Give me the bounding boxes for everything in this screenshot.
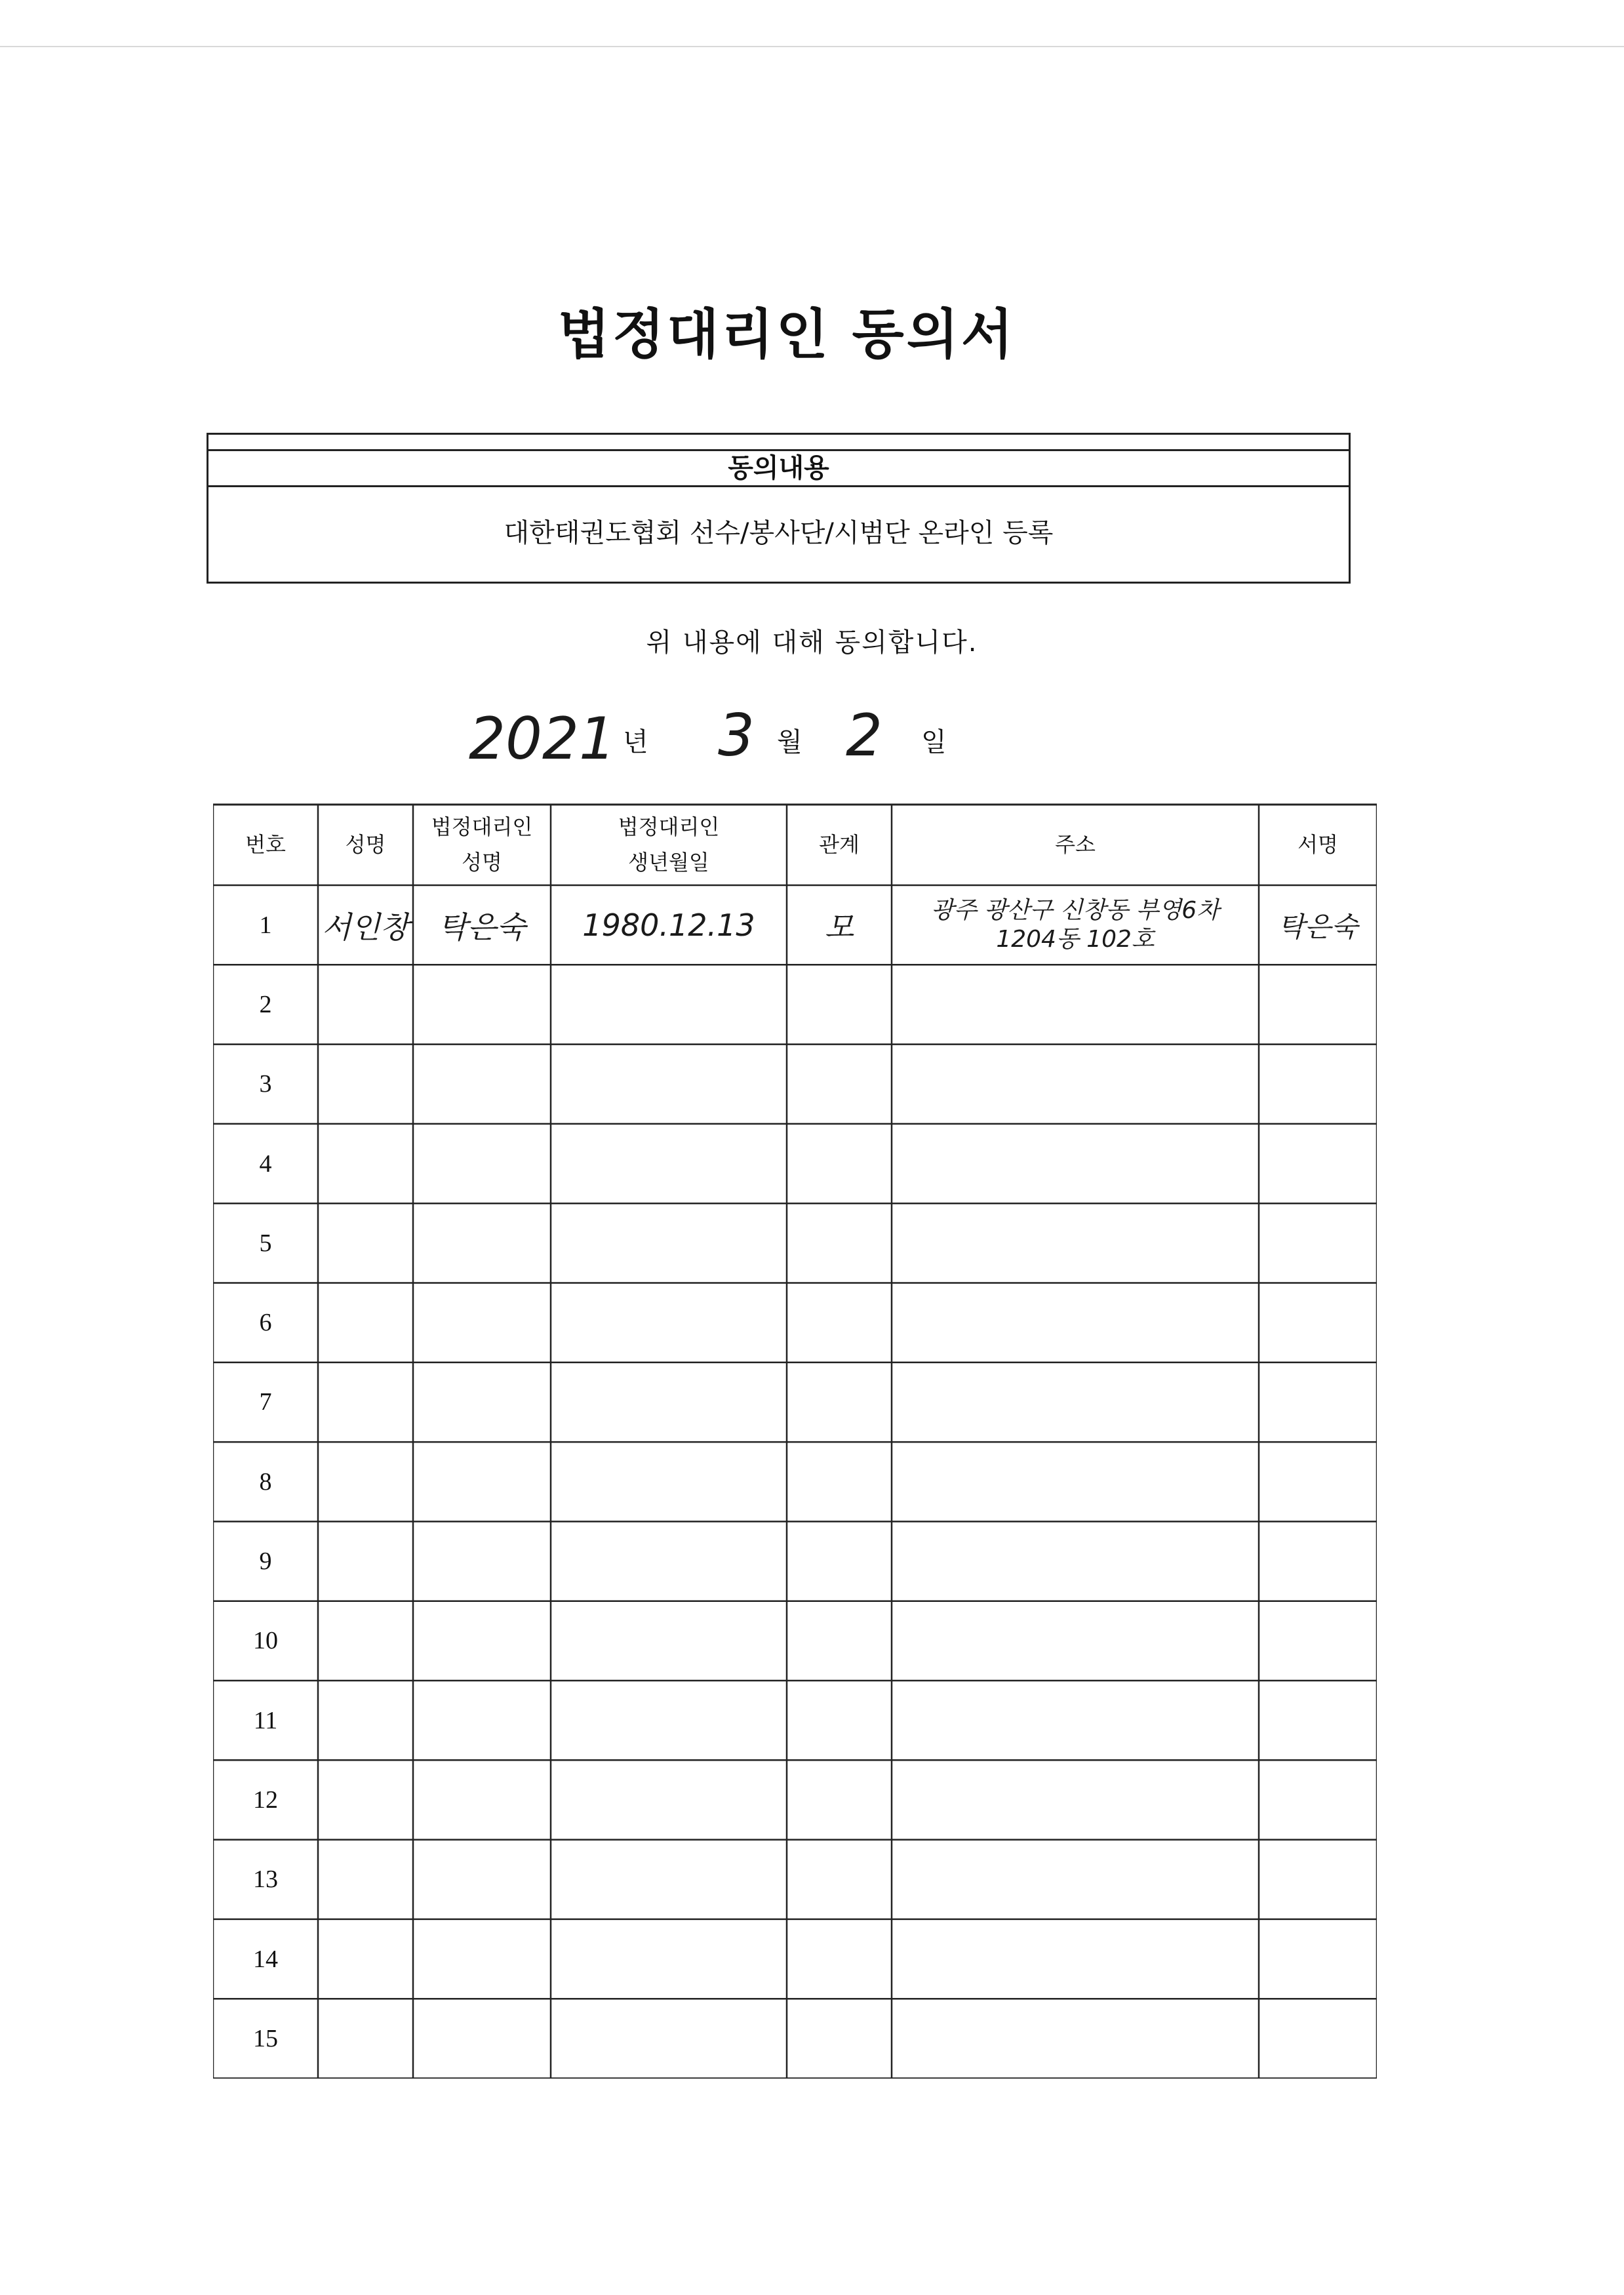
consent-date — [0, 702, 1624, 784]
row-number-value: 7 — [259, 1388, 272, 1416]
handwritten-name: 서인창 — [321, 909, 410, 945]
handwritten-birth-date: 1980.12.13 — [582, 907, 755, 943]
row-number — [213, 1999, 318, 2078]
header-address-label: 주소 — [1055, 831, 1096, 857]
row-address — [892, 885, 1259, 965]
handwritten-address-line2: 1204동 102호 — [996, 925, 1155, 953]
row-number — [213, 1045, 318, 1124]
date-year: 2021 — [469, 705, 616, 772]
handwritten-guardian-name: 탁은숙 — [438, 909, 526, 945]
row-number — [213, 1919, 318, 1999]
row-number — [213, 965, 318, 1044]
header-guardian-birth-line1: 법정대리인 — [618, 814, 720, 839]
row-number — [213, 1601, 318, 1681]
row-number-value: 15 — [253, 2024, 278, 2052]
header-signature-label: 서명 — [1297, 831, 1338, 857]
row-number-value: 2 — [259, 990, 272, 1018]
row-name — [318, 885, 413, 965]
header-number — [213, 803, 318, 885]
handwritten-relation: 모 — [824, 909, 854, 945]
row-number — [213, 1760, 318, 1839]
row-number-value: 5 — [259, 1229, 272, 1257]
consent-box — [207, 433, 1351, 584]
row-number-value: 4 — [259, 1149, 272, 1178]
row-number — [213, 1521, 318, 1601]
date-day-unit: 일 — [921, 727, 947, 757]
row-number — [213, 1840, 318, 1919]
row-number-value: 9 — [259, 1547, 272, 1576]
row-number-value: 13 — [253, 1866, 278, 1894]
row-number — [213, 1283, 318, 1363]
header-relation — [787, 803, 892, 885]
scan-edge-line — [0, 46, 1624, 47]
consent-text: 대한태권도협회 선수/봉사단/시범단 온라인 등록 — [504, 518, 1054, 548]
header-address — [892, 803, 1259, 885]
row-number — [213, 1124, 318, 1203]
row-number — [213, 1203, 318, 1283]
row-number-value: 8 — [259, 1467, 272, 1496]
row-number-value: 3 — [259, 1070, 272, 1098]
header-guardian-birth — [551, 803, 787, 885]
row-number-value: 14 — [253, 1945, 278, 1973]
row-number-value: 1 — [259, 911, 272, 939]
header-guardian-name-line1: 법정대리인 — [431, 814, 533, 839]
row-relation — [787, 885, 892, 965]
date-day: 2 — [846, 702, 882, 769]
header-relation-label: 관계 — [819, 831, 860, 857]
header-number-label: 번호 — [245, 831, 286, 857]
header-guardian-birth-line2: 생년월일 — [628, 849, 709, 875]
date-month-unit: 월 — [777, 727, 802, 757]
row-number-value: 11 — [253, 1706, 278, 1734]
handwritten-signature: 탁은숙 — [1278, 910, 1358, 943]
header-signature — [1259, 803, 1377, 885]
header-guardian-name — [413, 803, 551, 885]
row-guardian-name — [413, 885, 551, 965]
table-grid-lines — [213, 803, 1377, 2079]
header-guardian-name-line2: 성명 — [462, 849, 502, 875]
consent-header: 동의내용 — [208, 449, 1349, 487]
header-name — [318, 803, 413, 885]
registration-table — [213, 803, 1377, 2079]
row-number — [213, 1442, 318, 1521]
row-number-value: 6 — [259, 1309, 272, 1337]
document-title: 법정대리인 동의서 — [557, 304, 1016, 366]
row-number-value: 12 — [253, 1786, 278, 1814]
row-signature — [1259, 885, 1377, 965]
date-month: 3 — [718, 702, 755, 769]
date-year-unit: 년 — [623, 727, 648, 757]
row-number — [213, 1363, 318, 1442]
row-number — [213, 1681, 318, 1760]
header-name-label: 성명 — [345, 831, 386, 857]
handwritten-address-line1: 광주 광산구 신창동 부영6차 — [931, 896, 1219, 924]
row-guardian-birth — [551, 885, 787, 965]
row-number-value: 10 — [253, 1627, 278, 1655]
agree-statement: 위 내용에 대해 동의합니다. — [646, 628, 978, 658]
row-number — [213, 885, 318, 965]
